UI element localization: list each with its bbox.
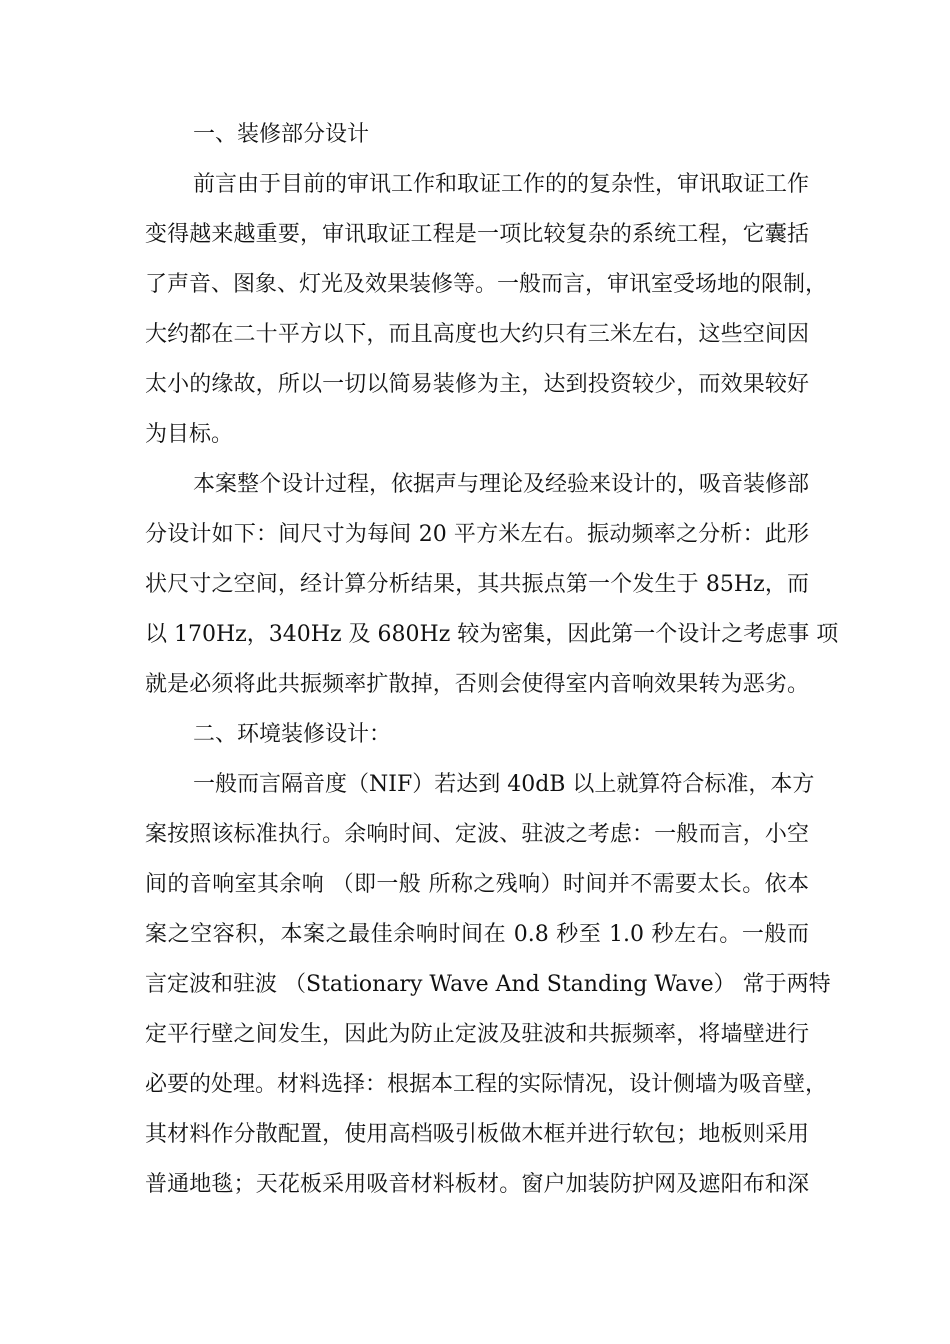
paragraph-line: 案之空容积，本案之最佳余响时间在 0.8 秒至 1.0 秒左右。一般而 <box>145 922 809 947</box>
paragraph-line: 为目标。 <box>145 422 234 447</box>
paragraph-line: 普通地毯；天花板采用吸音材料板材。窗户加装防护网及遮阳布和深 <box>145 1172 809 1197</box>
paragraph-line: 状尺寸之空间，经计算分析结果，其共振点第一个发生于 85Hz，而 <box>145 572 809 597</box>
paragraph-line: 了声音、图象、灯光及效果装修等。一般而言，审讯室受场地的限制， <box>145 272 828 297</box>
paragraph-line: 变得越来越重要，审讯取证工程是一项比较复杂的系统工程，它囊括 <box>145 222 809 247</box>
section-heading-1: 一、装修部分设计 <box>193 122 370 147</box>
paragraph-line: 分设计如下：间尺寸为每间 20 平方米左右。振动频率之分析：此形 <box>145 522 809 547</box>
paragraph-line: 就是必须将此共振频率扩散掉，否则会使得室内音响效果转为恶劣。 <box>145 672 809 697</box>
paragraph-line: 其材料作分散配置，使用高档吸引板做木框并进行软包；地板则采用 <box>145 1122 809 1147</box>
paragraph-line: 太小的缘故，所以一切以简易装修为主，达到投资较少，而效果较好 <box>145 372 809 397</box>
paragraph-line: 言定波和驻波 （Stationary Wave And Standing Wave） 常于两特 <box>145 972 831 997</box>
paragraph-line: 必要的处理。材料选择：根据本工程的实际情况，设计侧墙为吸音壁， <box>145 1072 828 1097</box>
paragraph-line: 定平行壁之间发生，因此为防止定波及驻波和共振频率，将墙壁进行 <box>145 1022 809 1047</box>
paragraph-line: 间的音响室其余响 （即一般 所称之残响）时间并不需要太长。依本 <box>145 872 809 897</box>
paragraph-line: 一般而言隔音度（NIF）若达到 40dB 以上就算符合标准，本方 <box>193 772 815 797</box>
paragraph-line: 本案整个设计过程，依据声与理论及经验来设计的，吸音装修部 <box>193 472 810 497</box>
section-heading-2: 二、环境装修设计： <box>193 722 392 747</box>
paragraph-line: 以 170Hz，340Hz 及 680Hz 较为密集，因此第一个设计之考虑事 项 <box>145 622 839 647</box>
paragraph-line: 前言由于目前的审讯工作和取证工作的的复杂性，审讯取证工作 <box>193 172 810 197</box>
paragraph-line: 大约都在二十平方以下，而且高度也大约只有三米左右，这些空间因 <box>145 322 809 347</box>
paragraph-line: 案按照该标准执行。余响时间、定波、驻波之考虑：一般而言，小空 <box>145 822 809 847</box>
